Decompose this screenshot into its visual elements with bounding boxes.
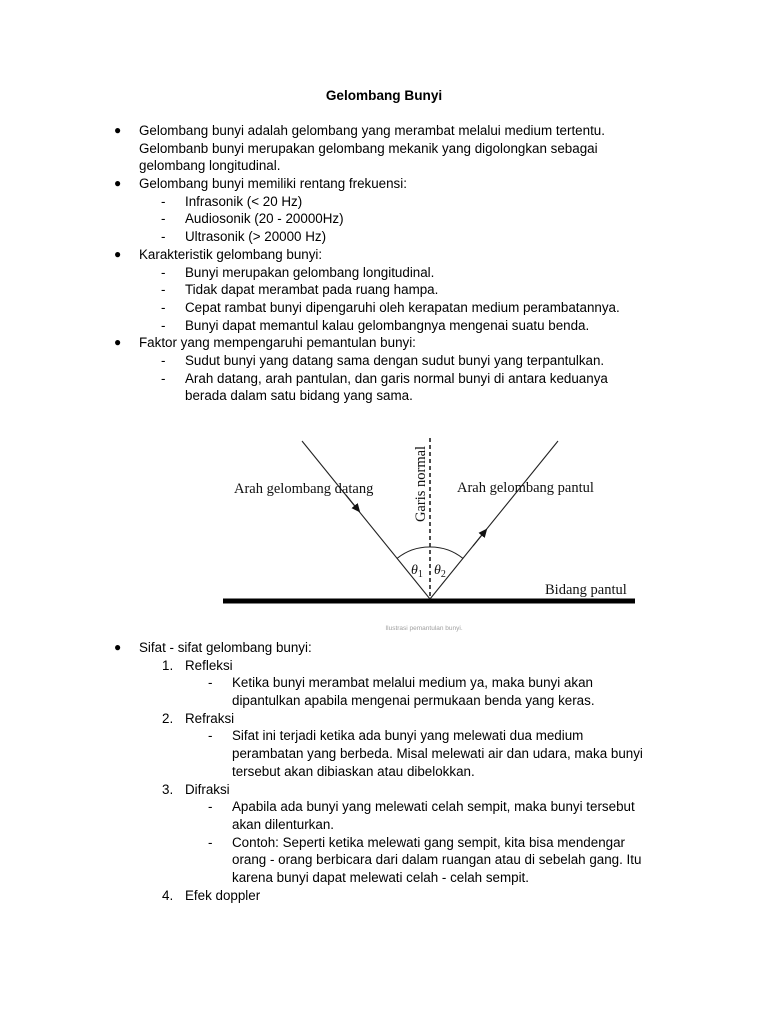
- bullet-text: Sifat - sifat gelombang bunyi:: [139, 640, 312, 655]
- item-number: 2.: [162, 710, 174, 726]
- theta1-label: $\theta_1$: [411, 563, 423, 580]
- item-name: Refraksi: [185, 710, 235, 726]
- sub-item-text: Bunyi dapat memantul kalau gelombangnya mengenai suatu benda.: [185, 317, 590, 333]
- dash-marker: -: [208, 728, 213, 744]
- list-item: [0, 122, 768, 140]
- sub-list-item: [0, 264, 768, 282]
- sub-list-item-continuation: [0, 692, 768, 710]
- sub-item-text: Apabila ada bunyi yang melewati celah sempit, maka bunyi tersebut: [232, 799, 635, 815]
- bullet-icon: ●: [114, 176, 122, 191]
- bullet-icon: ●: [114, 335, 122, 350]
- sub-item-text: Sudut bunyi yang datang sama dengan sudut bunyi yang terpantulkan.: [185, 352, 605, 368]
- sub-list-item: [0, 834, 768, 852]
- sub-list-item: [0, 727, 768, 745]
- dash-marker: -: [208, 834, 213, 850]
- list-item: [0, 175, 768, 193]
- document-title: Gelombang Bunyi: [325, 88, 443, 103]
- sub-list-item-continuation: [0, 869, 768, 887]
- list-item-continuation: [0, 157, 768, 175]
- bullet-icon: ●: [114, 640, 122, 654]
- incident-arrow: [346, 495, 359, 511]
- sub-list-item-continuation: [0, 816, 768, 834]
- reflection-diagram-svg: [218, 408, 642, 638]
- reflection-diagram: [218, 408, 642, 638]
- item-number: 3.: [162, 781, 174, 797]
- sub-item-text: Arah datang, arah pantulan, dan garis normal bunyi di antara keduanya: [185, 370, 608, 386]
- sub-list-item-continuation: [0, 851, 768, 869]
- list-item: [0, 334, 768, 352]
- numbered-item: [0, 657, 768, 675]
- list-item: [0, 246, 768, 264]
- reflected-arrow: [473, 530, 486, 546]
- sub-list-item: [0, 798, 768, 816]
- dash-marker: -: [161, 264, 166, 280]
- bullet-icon: ●: [114, 123, 122, 137]
- angle-arc-2: [430, 547, 463, 558]
- sub-item-text: Audiosonik (20 - 20000Hz): [185, 211, 344, 227]
- dash-marker: -: [161, 370, 166, 386]
- sub-item-text: karena bunyi dapat melewati celah - celah sempit.: [232, 869, 529, 885]
- sub-item-text: Contoh: Seperti ketika melewati gang sempit, kita bisa mendengar: [232, 834, 626, 850]
- bullet-text: Gelombang bunyi memiliki rentang frekuensi:: [139, 176, 407, 192]
- sub-list-item: [0, 674, 768, 692]
- dash-marker: -: [161, 211, 166, 227]
- sub-list-item: [0, 228, 768, 246]
- theta2-label: $\theta_2$: [434, 563, 446, 580]
- sub-item-text: Ultrasonik (> 20000 Hz): [185, 229, 327, 245]
- bullet-text: Faktor yang mempengaruhi pemantulan bunyi:: [139, 335, 416, 351]
- item-number: 4.: [162, 887, 174, 903]
- dash-marker: -: [208, 675, 213, 691]
- numbered-item: [0, 710, 768, 728]
- sub-list-item-continuation: [0, 763, 768, 781]
- dash-marker: -: [208, 799, 213, 815]
- item-name: Difraksi: [185, 781, 230, 797]
- dash-marker: -: [161, 229, 166, 245]
- list-item-continuation: [0, 140, 768, 158]
- bullet-text: Gelombanb bunyi merupakan gelombang mekanik yang digolongkan sebagai: [139, 140, 598, 156]
- bullet-text: Karakteristik gelombang bunyi:: [139, 246, 323, 262]
- sub-list-item: [0, 299, 768, 317]
- sub-item-text: orang - orang berbicara dari dalam ruangan atau di sebelah gang. Itu: [232, 852, 642, 868]
- angle-arc-1: [397, 547, 430, 558]
- sub-list-item: [0, 210, 768, 228]
- list-item: [0, 639, 768, 657]
- normal-label: Garis normal: [413, 445, 429, 523]
- sub-item-text: Cepat rambat bunyi dipengaruhi oleh kerapatan medium perambatannya.: [185, 299, 620, 315]
- sub-list-item: [0, 281, 768, 299]
- reflected-label: Arah gelombang pantul: [457, 480, 594, 496]
- reflected-ray: [430, 441, 558, 599]
- sub-item-text: Sifat ini terjadi ketika ada bunyi yang melewati dua medium: [232, 728, 584, 744]
- sub-item-text: Tidak dapat merambat pada ruang hampa.: [185, 282, 439, 298]
- properties-section: [0, 639, 768, 904]
- item-name: Refleksi: [185, 657, 233, 673]
- surface-label: Bidang pantul: [545, 582, 627, 598]
- sub-item-text: berada dalam satu bidang yang sama.: [185, 388, 413, 404]
- sub-item-text: perambatan yang berbeda. Misal melewati air dan udara, maka bunyi: [232, 746, 643, 762]
- sub-item-text: dipantulkan apabila mengenai permukaan benda yang keras.: [232, 693, 595, 709]
- bullet-icon: ●: [114, 246, 122, 261]
- sub-list-item-continuation: [0, 387, 768, 405]
- sub-item-text: Infrasonik (< 20 Hz): [185, 193, 303, 209]
- diagram-caption: Ilustrasi pemantulan bunyi.: [385, 625, 463, 632]
- dash-marker: -: [161, 352, 166, 368]
- sub-list-item-continuation: [0, 745, 768, 763]
- sub-item-text: Ketika bunyi merambat melalui medium ya, maka bunyi akan: [232, 675, 593, 691]
- dash-marker: -: [161, 193, 166, 209]
- bullet-text: Gelombang bunyi adalah gelombang yang merambat melalui medium tertentu.: [139, 123, 605, 138]
- item-number: 1.: [162, 657, 174, 673]
- sub-list-item: [0, 317, 768, 335]
- intro-section: [0, 122, 768, 405]
- dash-marker: -: [161, 282, 166, 298]
- dash-marker: -: [161, 299, 166, 315]
- item-name: Efek doppler: [185, 887, 261, 903]
- sub-list-item: [0, 370, 768, 388]
- bullet-text: gelombang longitudinal.: [139, 158, 281, 174]
- dash-marker: -: [161, 317, 166, 333]
- sub-list-item: [0, 352, 768, 370]
- sub-item-text: tersebut akan dibiaskan atau dibelokkan.: [232, 763, 475, 779]
- sub-list-item: [0, 193, 768, 211]
- numbered-item: [0, 887, 768, 905]
- sub-item-text: Bunyi merupakan gelombang longitudinal.: [185, 264, 435, 280]
- sub-item-text: akan dilenturkan.: [232, 816, 334, 832]
- numbered-item: [0, 781, 768, 799]
- incident-label: Arah gelombang datang: [234, 481, 374, 497]
